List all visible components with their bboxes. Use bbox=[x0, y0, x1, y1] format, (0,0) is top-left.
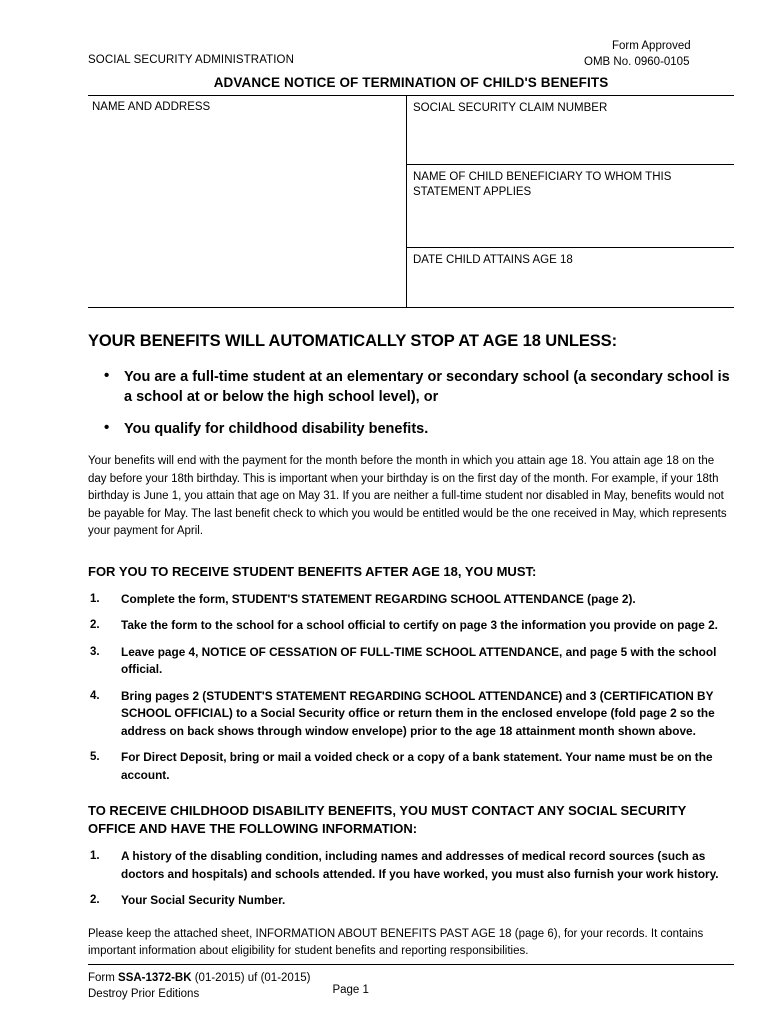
name-and-address-cell[interactable] bbox=[88, 96, 406, 307]
list-item bbox=[88, 892, 734, 910]
list-item bbox=[88, 688, 734, 741]
list-item-text: Take the form to the school for a school official to certify on page 3 the information you provide on page 2. bbox=[121, 618, 718, 632]
benefits-headline: YOUR BENEFITS WILL AUTOMATICALLY STOP AT AGE 18 UNLESS: bbox=[88, 332, 617, 350]
child-beneficiary-cell[interactable] bbox=[407, 164, 734, 248]
footer-form-line bbox=[88, 970, 310, 986]
form-approval-block bbox=[584, 38, 734, 70]
list-item-number: 3. bbox=[90, 645, 100, 658]
list-item bbox=[88, 591, 734, 609]
identification-right-column bbox=[406, 96, 734, 307]
list-item-text: Leave page 4, NOTICE OF CESSATION OF FULL-TIME SCHOOL ATTENDANCE, and page 5 with the school official. bbox=[121, 644, 717, 676]
agency-name: SOCIAL SECURITY ADMINISTRATION bbox=[88, 54, 294, 66]
identification-block bbox=[88, 95, 734, 308]
footer-form-number: SSA-1372-BK bbox=[118, 972, 192, 984]
disability-benefits-requirements bbox=[88, 848, 734, 910]
child-beneficiary-label: NAME OF CHILD BENEFICIARY TO WHOM THIS STATEMENT APPLIES bbox=[413, 170, 672, 198]
document-header bbox=[88, 38, 734, 72]
closing-paragraph: Please keep the attached sheet, INFORMATION ABOUT BENEFITS PAST AGE 18 (page 6), for your records. It contains important information about eligibility for student benefits and reporting responsibilities. bbox=[88, 927, 704, 957]
list-item-text: Complete the form, STUDENT'S STATEMENT REGARDING SCHOOL ATTENDANCE (page 2). bbox=[121, 591, 636, 606]
benefits-conditions-list bbox=[104, 367, 734, 439]
omb-number: OMB No. 0960-0105 bbox=[584, 56, 690, 68]
list-item: • You are a full-time student at an elementary or secondary school (a secondary school is a school at or below the high school level), or bbox=[104, 367, 734, 407]
list-item-number: 1. bbox=[90, 592, 100, 605]
list-item-text: Bring pages 2 (STUDENT'S STATEMENT REGARDING SCHOOL ATTENDANCE) and 3 (CERTIFICATION BY SCHOOL OFFICIAL) to a Social Security office or return them in the enclosed envelope (fold page 2 so the address on back shows through window envelope) prior to the age 18 attainment month shown above. bbox=[121, 688, 715, 738]
list-item bbox=[88, 617, 734, 635]
footer-form-info bbox=[88, 970, 310, 1002]
claim-number-label: SOCIAL SECURITY CLAIM NUMBER bbox=[413, 102, 608, 114]
page-title: ADVANCE NOTICE OF TERMINATION OF CHILD'S BENEFITS bbox=[213, 75, 609, 90]
list-item bbox=[88, 644, 734, 679]
date-attains-age-cell[interactable] bbox=[407, 247, 734, 307]
list-item bbox=[88, 749, 734, 784]
form-sheet bbox=[88, 38, 734, 961]
list-item-text: A history of the disabling condition, including names and addresses of medical record sources (such as doctors and hospitals) and schools attended. If you have worked, you must also furnish your work history. bbox=[121, 849, 719, 881]
document-footer bbox=[88, 964, 734, 1002]
list-item-number: 2. bbox=[90, 619, 100, 631]
list-item: • You qualify for childhood disability benefits. bbox=[104, 419, 734, 439]
footer-destroy-note: Destroy Prior Editions bbox=[88, 988, 200, 1000]
student-benefits-steps bbox=[88, 591, 734, 785]
date-attains-age-label: DATE CHILD ATTAINS AGE 18 bbox=[413, 254, 573, 267]
list-item-text: Your Social Security Number. bbox=[121, 893, 286, 907]
student-benefits-heading: FOR YOU TO RECEIVE STUDENT BENEFITS AFTER AGE 18, YOU MUST: bbox=[88, 563, 537, 579]
footer-form-prefix: Form bbox=[88, 972, 119, 984]
list-item-text: For Direct Deposit, bring or mail a voided check or a copy of a bank statement. Your name must be on the account. bbox=[121, 750, 713, 782]
disability-benefits-heading: TO RECEIVE CHILDHOOD DISABILITY BENEFITS, YOU MUST CONTACT ANY SOCIAL SECURITY OFFICE AND HAVE THE FOLLOWING INFORMATION: bbox=[88, 803, 687, 836]
list-item-number: 2. bbox=[90, 894, 100, 906]
form-approved-label: Form Approved bbox=[612, 40, 691, 52]
list-item-number: 1. bbox=[90, 850, 100, 862]
claim-number-cell[interactable] bbox=[407, 96, 734, 164]
benefits-end-paragraph: Your benefits will end with the payment for the month before the month in which you attain age 18. You attain age 18 on the day before your 18th birthday. This is important when your birthday is on the first day of the month. For example, if your 18th birthday is June 1, you attain that age on May 31. If you are neither a full-time student nor disabled in May, benefits would not be payable for May. The last benefit check to which you would be entitled would be the one received in May, which represents your payment for April. bbox=[88, 455, 727, 537]
footer-page-number: Page 1 bbox=[332, 984, 369, 996]
list-item bbox=[88, 848, 734, 883]
footer-form-suffix: (01-2015) uf (01-2015) bbox=[191, 972, 311, 984]
name-and-address-label: NAME AND ADDRESS bbox=[92, 101, 211, 113]
list-item-number: 4. bbox=[90, 689, 100, 702]
list-item-number: 5. bbox=[90, 751, 100, 763]
